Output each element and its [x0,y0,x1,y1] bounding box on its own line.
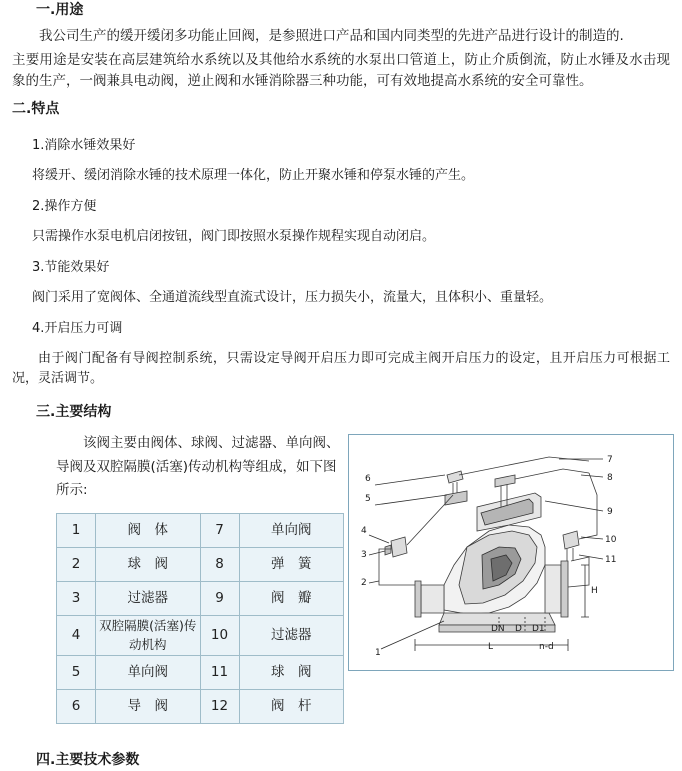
svg-text:H: H [591,586,598,597]
feature-body-2: 只需操作水泵电机启闭按钮，阀门即按照水泵操作规程实现自动闭启。 [32,229,436,245]
part-name: 双腔隔膜(活塞)传动机构 [96,616,201,656]
part-number: 10 [200,616,239,656]
part-number: 5 [57,655,96,689]
svg-text:5: 5 [365,494,371,505]
part-name: 球 阀 [96,548,201,582]
feature-title-2: 2.操作方便 [32,198,97,214]
feature-body-1: 将缓开、缓闭消除水锤的技术原理一体化，防止开聚水锤和停泵水锤的产生。 [32,168,475,184]
feature-body-4: 由于阀门配备有导阀控制系统，只需设定导阀开启压力即可完成主阀开启压力的设定，且开启压力可根据工况，灵活调节。 [12,351,670,386]
structure-content [0,432,682,724]
svg-text:n-d: n-d [539,642,554,653]
feature-title-4: 4.开启压力可调 [32,320,123,336]
part-name: 弹 簧 [239,548,344,582]
table-row [57,514,344,548]
usage-paragraph-1: 我公司生产的缓开缓闭多功能止回阀，是参照进口产品和国内同类型的先进产品进行设计的制造的. [39,27,624,44]
part-name: 导 阀 [96,689,201,723]
part-name: 阀 体 [96,514,201,548]
part-number: 6 [57,689,96,723]
svg-text:2: 2 [361,578,367,589]
part-name: 球 阀 [239,655,344,689]
svg-text:1: 1 [375,648,381,659]
part-number: 1 [57,514,96,548]
part-name: 单向阀 [239,514,344,548]
part-number: 7 [200,514,239,548]
part-name: 过滤器 [96,582,201,616]
table-row [57,616,344,656]
svg-text:3: 3 [361,550,367,561]
section-heading-structure: 三.主要结构 [36,404,112,421]
feature-title-1: 1.消除水锤效果好 [32,137,136,153]
part-number: 12 [200,689,239,723]
part-name: 单向阀 [96,655,201,689]
section-heading-parameters: 四.主要技术参数 [36,751,140,768]
feature-body-3: 阀门采用了宽阀体、全通道流线型直流式设计，压力损失小，流量大，且体积小、重量轻。 [32,290,553,306]
part-number: 11 [200,655,239,689]
svg-text:8: 8 [607,473,613,484]
part-number: 2 [57,548,96,582]
valve-diagram [348,434,674,671]
part-name: 阀 瓣 [239,582,344,616]
table-row [57,655,344,689]
part-name: 过滤器 [239,616,344,656]
svg-text:DN: DN [491,624,505,635]
feature-title-3: 3.节能效果好 [32,259,110,275]
section-heading-usage: 一.用途 [36,2,84,18]
svg-text:9: 9 [607,507,613,518]
svg-text:L: L [488,642,494,653]
part-number: 4 [57,616,96,656]
structure-lead-text: 该阀主要由阀体、球阀、过滤器、单向阀、导阀及双腔隔膜(活塞)传动机构等组成，如下图所示: [56,435,340,499]
svg-text:D: D [515,624,522,635]
svg-text:11: 11 [605,555,617,566]
svg-text:6: 6 [365,474,371,485]
parts-table [56,513,344,724]
section-heading-features: 二.特点 [12,101,60,118]
table-row [57,582,344,616]
part-name: 阀 杆 [239,689,344,723]
part-number: 8 [200,548,239,582]
table-row [57,689,344,723]
part-number: 9 [200,582,239,616]
svg-text:D1: D1 [532,624,545,635]
svg-text:10: 10 [605,535,617,546]
svg-text:7: 7 [607,455,613,466]
usage-paragraph-2: 主要用途是安装在高层建筑给水系统以及其他给水系统的水泵出口管道上，防止介质倒流，防止水锤及水击现象的生产，一阀兼具电动阀，逆止阀和水锤消除器三种功能，可有效地提高水系统的安全可靠性。 [12,51,670,90]
part-number: 3 [57,582,96,616]
structure-left-column [8,432,348,724]
svg-text:4: 4 [361,526,367,537]
table-row [57,548,344,582]
